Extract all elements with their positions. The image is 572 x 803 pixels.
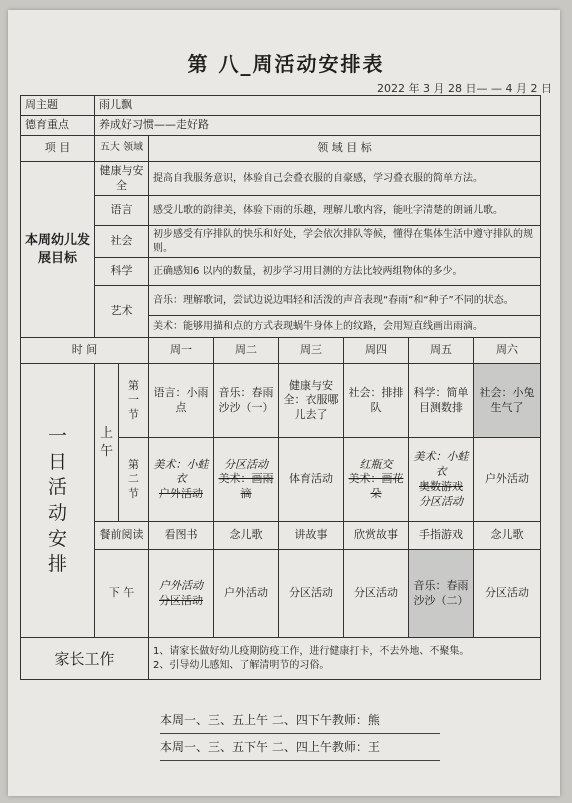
p2-cell (344, 438, 409, 522)
morning-label: 上午 (95, 364, 119, 522)
goal-text-art: 美术：能够用描和点的方式表现蜗牛身体上的纹路，会用短直线画出雨滴。 (149, 316, 541, 338)
premeal-cell: 讲故事 (279, 522, 344, 550)
teacher-line: 本周一、三、五下午 二、四上午教师：王 (160, 734, 440, 761)
daily-section-label (21, 364, 95, 638)
p1-cell: 音乐：春雨沙沙（一） (214, 364, 279, 438)
premeal-cell: 看图书 (149, 522, 214, 550)
p2-strike: 户外活动 (159, 487, 203, 501)
goal-text: 正确感知6 以内的数量，初步学习用目测的方法比较两组物体的多少。 (149, 258, 541, 286)
goal-domain: 语言 (95, 196, 149, 226)
edu-label: 德育重点 (21, 115, 95, 135)
p2-cell (149, 438, 214, 522)
period-2-label: 第二节 (119, 438, 149, 522)
p2-strike: 奥数游戏 (419, 479, 463, 493)
goal-domain: 社会 (95, 226, 149, 258)
p1-cell: 科学：简单目测数排 (409, 364, 474, 438)
teacher-lines (160, 707, 440, 761)
page-title: 第 八_周活动安排表 (187, 52, 385, 76)
p2-hand: 美术：小蛙衣 (153, 457, 209, 486)
p2-hand: 红瓶交 (359, 457, 393, 471)
day-header: 周二 (214, 338, 279, 364)
p2-cell: 体育活动 (279, 438, 344, 522)
goal-text-music: 音乐：理解歌词，尝试边说边唱轻和活泼的声音表现“春雨”和“种子”不同的状态。 (149, 286, 541, 316)
premeal-cell: 念儿歌 (474, 522, 541, 550)
pm-cell (149, 550, 214, 638)
parent-work-cell (149, 638, 541, 680)
premeal-cell: 欣赏故事 (344, 522, 409, 550)
premeal-label: 餐前阅读 (95, 522, 149, 550)
goal-domain: 健康与安全 (95, 161, 149, 196)
parent-work-label: 家长工作 (21, 638, 149, 680)
theme-label: 周主题 (21, 96, 95, 116)
pm-cell: 音乐：春雨沙沙（二） (409, 550, 474, 638)
p2-strike: 美术：画雨滴 (218, 472, 274, 501)
p2-cell: 户外活动 (474, 438, 541, 522)
pm-strike: 分区活动 (159, 593, 203, 607)
goal-text: 初步感受有序排队的快乐和好处，学会依次排队等候，懂得在集体生活中遵守排队的规则。 (149, 226, 541, 258)
header-domain: 五大 领域 (95, 135, 149, 161)
daily-section-text: 一日活动安排 (47, 424, 67, 576)
parent-item: 1、请家长做好幼儿疫期防疫工作，进行健康打卡，不去外地、不聚集。 (153, 646, 470, 658)
pm-cell: 分区活动 (474, 550, 541, 638)
day-header: 周六 (474, 338, 541, 364)
edu-value: 养成好习惯——走好路 (95, 115, 541, 135)
goal-domain: 科学 (95, 258, 149, 286)
pm-cell: 分区活动 (279, 550, 344, 638)
p2-hand-extra: 分区活动 (419, 494, 463, 508)
goal-text: 提高自我服务意识，体验自己会叠衣服的自豪感，学习叠衣服的简单方法。 (149, 161, 541, 196)
header-goal: 领 域 目 标 (149, 135, 541, 161)
p2-cell (409, 438, 474, 522)
day-header: 周五 (409, 338, 474, 364)
period-1-label: 第一节 (119, 364, 149, 438)
pm-hand: 户外活动 (159, 579, 203, 593)
schedule-table (20, 95, 541, 680)
day-header: 周一 (149, 338, 214, 364)
date-range: 2022 年 3 月 28 日— — 4 月 2 日 (377, 82, 552, 95)
theme-value: 雨儿飘 (95, 96, 541, 116)
p1-cell: 社会：排排队 (344, 364, 409, 438)
day-header: 周四 (344, 338, 409, 364)
pm-cell: 分区活动 (344, 550, 409, 638)
p1-cell: 社会：小兔生气了 (474, 364, 541, 438)
teacher-line: 本周一、三、五上午 二、四下午教师：熊 (160, 707, 440, 734)
pm-cell: 户外活动 (214, 550, 279, 638)
premeal-cell: 手指游戏 (409, 522, 474, 550)
parent-item: 2、引导幼儿感知、了解清明节的习俗。 (153, 659, 330, 671)
day-header: 周三 (279, 338, 344, 364)
premeal-cell: 念儿歌 (214, 522, 279, 550)
p1-cell: 语言：小雨点 (149, 364, 214, 438)
goal-text: 感受儿歌的韵律美，体验下雨的乐趣，理解儿歌内容，能吐字清楚的朗诵儿歌。 (149, 196, 541, 226)
p2-hand: 分区活动 (224, 457, 268, 471)
p2-hand: 美术：小蛙衣 (413, 450, 469, 479)
goal-section-label: 本周幼儿发展目标 (21, 161, 95, 338)
p2-strike: 美术：画花朵 (348, 472, 404, 501)
p2-cell (214, 438, 279, 522)
p1-cell: 健康与安全：衣服哪儿去了 (279, 364, 344, 438)
goal-domain: 艺术 (95, 286, 149, 338)
afternoon-label: 下 午 (95, 550, 149, 638)
header-item: 项 目 (21, 135, 95, 161)
schedule-time-header: 时 间 (21, 338, 149, 364)
